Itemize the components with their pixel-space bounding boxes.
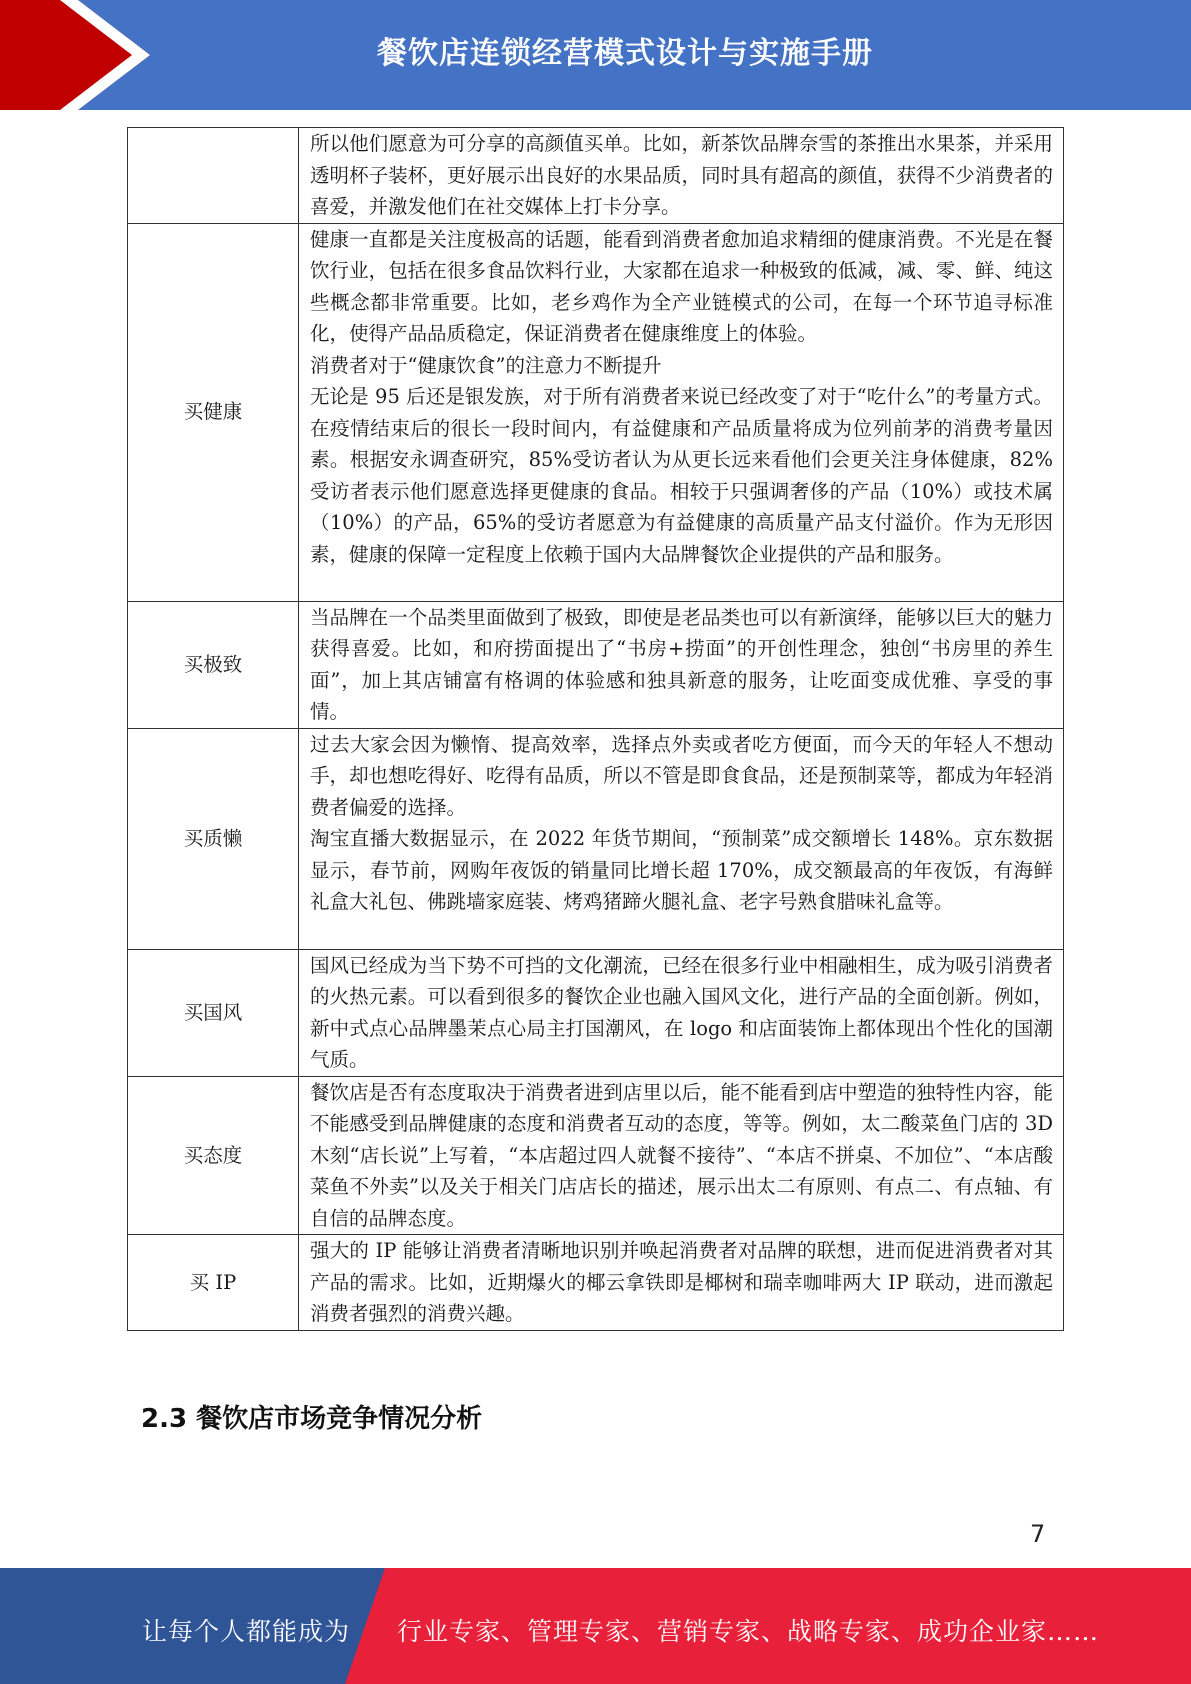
page-header bbox=[0, 0, 1191, 110]
header-title: 餐饮店连锁经营模式设计与实施手册 bbox=[377, 36, 873, 71]
table-row bbox=[128, 1076, 1064, 1235]
header-red-arrow bbox=[0, 0, 150, 110]
row-description bbox=[299, 128, 1064, 224]
table-row bbox=[128, 128, 1064, 224]
description-paragraph: 当品牌在一个品类里面做到了极致，即使是老品类也可以有新演绎，能够以巨大的魅力获得喜爱。比如，和府捞面提出了“书房+捞面”的开创性理念，独创“书房里的养生面”，加上其店铺富有格调的体验感和独具新意的服务，让吃面变成优雅、享受的事情。 bbox=[310, 605, 1053, 723]
description-paragraph: 过去大家会因为懒惰、提高效率，选择点外卖或者吃方便面，而今天的年轻人不想动手，却也想吃得好、吃得有品质，所以不管是即食食品，还是预制菜等，都成为年轻消费者偏爱的选择。 bbox=[310, 732, 1053, 819]
row-category: 买极致 bbox=[128, 601, 299, 728]
row-description bbox=[299, 949, 1064, 1076]
row-category: 买健康 bbox=[128, 223, 299, 601]
row-category: 买态度 bbox=[128, 1076, 299, 1235]
table-row bbox=[128, 728, 1064, 949]
description-paragraph: 餐饮店是否有态度取决于消费者进到店里以后，能不能看到店中塑造的独特性内容，能不能感受到品牌健康的态度和消费者互动的态度，等等。例如，太二酸菜鱼门店的 3D 木刻“店长说”上写着，“本店超过四人就餐不接待”、“本店不拼桌、不加位”、“本店酸菜鱼不外卖”以及关于相关门店店长的描述，展示出太二有原则、有点二、有点轴、有自信的品牌态度。 bbox=[310, 1080, 1053, 1230]
description-paragraph: 国风已经成为当下势不可挡的文化潮流，已经在很多行业中相融相生，成为吸引消费者的火热元素。可以看到很多的餐饮企业也融入国风文化，进行产品的全面创新。例如，新中式点心品牌墨茉点心局主打国潮风，在 logo 和店面装饰上都体现出个性化的国潮气质。 bbox=[310, 953, 1053, 1071]
row-description bbox=[299, 1235, 1064, 1331]
footer-slogan-left: 让每个人都能成为 bbox=[142, 1617, 351, 1646]
description-paragraph: 消费者对于“健康饮食”的注意力不断提升 bbox=[310, 353, 662, 377]
row-description bbox=[299, 601, 1064, 728]
row-description bbox=[299, 223, 1064, 601]
table-row bbox=[128, 949, 1064, 1076]
table-row bbox=[128, 1235, 1064, 1331]
row-category: 买质懒 bbox=[128, 728, 299, 949]
description-paragraph: 所以他们愿意为可分享的高颜值买单。比如，新茶饮品牌奈雪的茶推出水果茶，并采用透明杯子装杯，更好展示出良好的水果品质，同时具有超高的颜值，获得不少消费者的喜爱，并激发他们在社交媒体上打卡分享。 bbox=[310, 132, 1053, 218]
description-paragraph: 无论是 95 后还是银发族，对于所有消费者来说已经改变了对于“吃什么”的考量方式。在疫情结束后的很长一段时间内，有益健康和产品质量将成为位列前茅的消费考量因素。根据安永调查研究，85%受访者认为从更长远来看他们会更关注身体健康，82%受访者表示他们愿意选择更健康的食品。相较于只强调奢侈的产品（10%）或技术属（10%）的产品，65%的受访者愿意为有益健康的高质量产品支付溢价。作为无形因素，健康的保障一定程度上依赖于国内大品牌餐饮企业提供的产品和服务。 bbox=[310, 385, 1053, 566]
description-paragraph: 健康一直都是关注度极高的话题，能看到消费者愈加追求精细的健康消费。不光是在餐饮行业，包括在很多食品饮料行业，大家都在追求一种极致的低减，减、零、鲜、纯这些概念都非常重要。比如，老乡鸡作为全产业链模式的公司，在每一个环节追寻标准化，使得产品品质稳定，保证消费者在健康维度上的体验。 bbox=[310, 227, 1053, 345]
row-category bbox=[128, 128, 299, 224]
row-description bbox=[299, 728, 1064, 949]
description-paragraph: 强大的 IP 能够让消费者清晰地识别并唤起消费者对品牌的联想，进而促进消费者对其产品的需求。比如，近期爆火的椰云拿铁即是椰树和瑞幸咖啡两大 IP 联动，进而激起消费者强烈的消费兴趣。 bbox=[310, 1239, 1053, 1325]
consumption-trend-table bbox=[127, 127, 1064, 1331]
page-number: 7 bbox=[1030, 1520, 1046, 1548]
row-category: 买国风 bbox=[128, 949, 299, 1076]
table-row bbox=[128, 601, 1064, 728]
footer-slogan-right: 行业专家、管理专家、营销专家、战略专家、成功企业家…… bbox=[397, 1617, 1100, 1646]
row-category: 买 IP bbox=[128, 1235, 299, 1331]
table-row bbox=[128, 223, 1064, 601]
section-heading: 2.3 餐饮店市场竞争情况分析 bbox=[141, 1404, 483, 1434]
page-footer bbox=[0, 1568, 1191, 1684]
description-paragraph: 淘宝直播大数据显示，在 2022 年货节期间，“预制菜”成交额增长 148%。京东数据显示，春节前，网购年夜饭的销量同比增长超 170%，成交额最高的年夜饭，有海鲜礼盒大礼包、佛跳墙家庭装、烤鸡猪蹄火腿礼盒、老字号熟食腊味礼盒等。 bbox=[310, 827, 1053, 913]
row-description bbox=[299, 1076, 1064, 1235]
